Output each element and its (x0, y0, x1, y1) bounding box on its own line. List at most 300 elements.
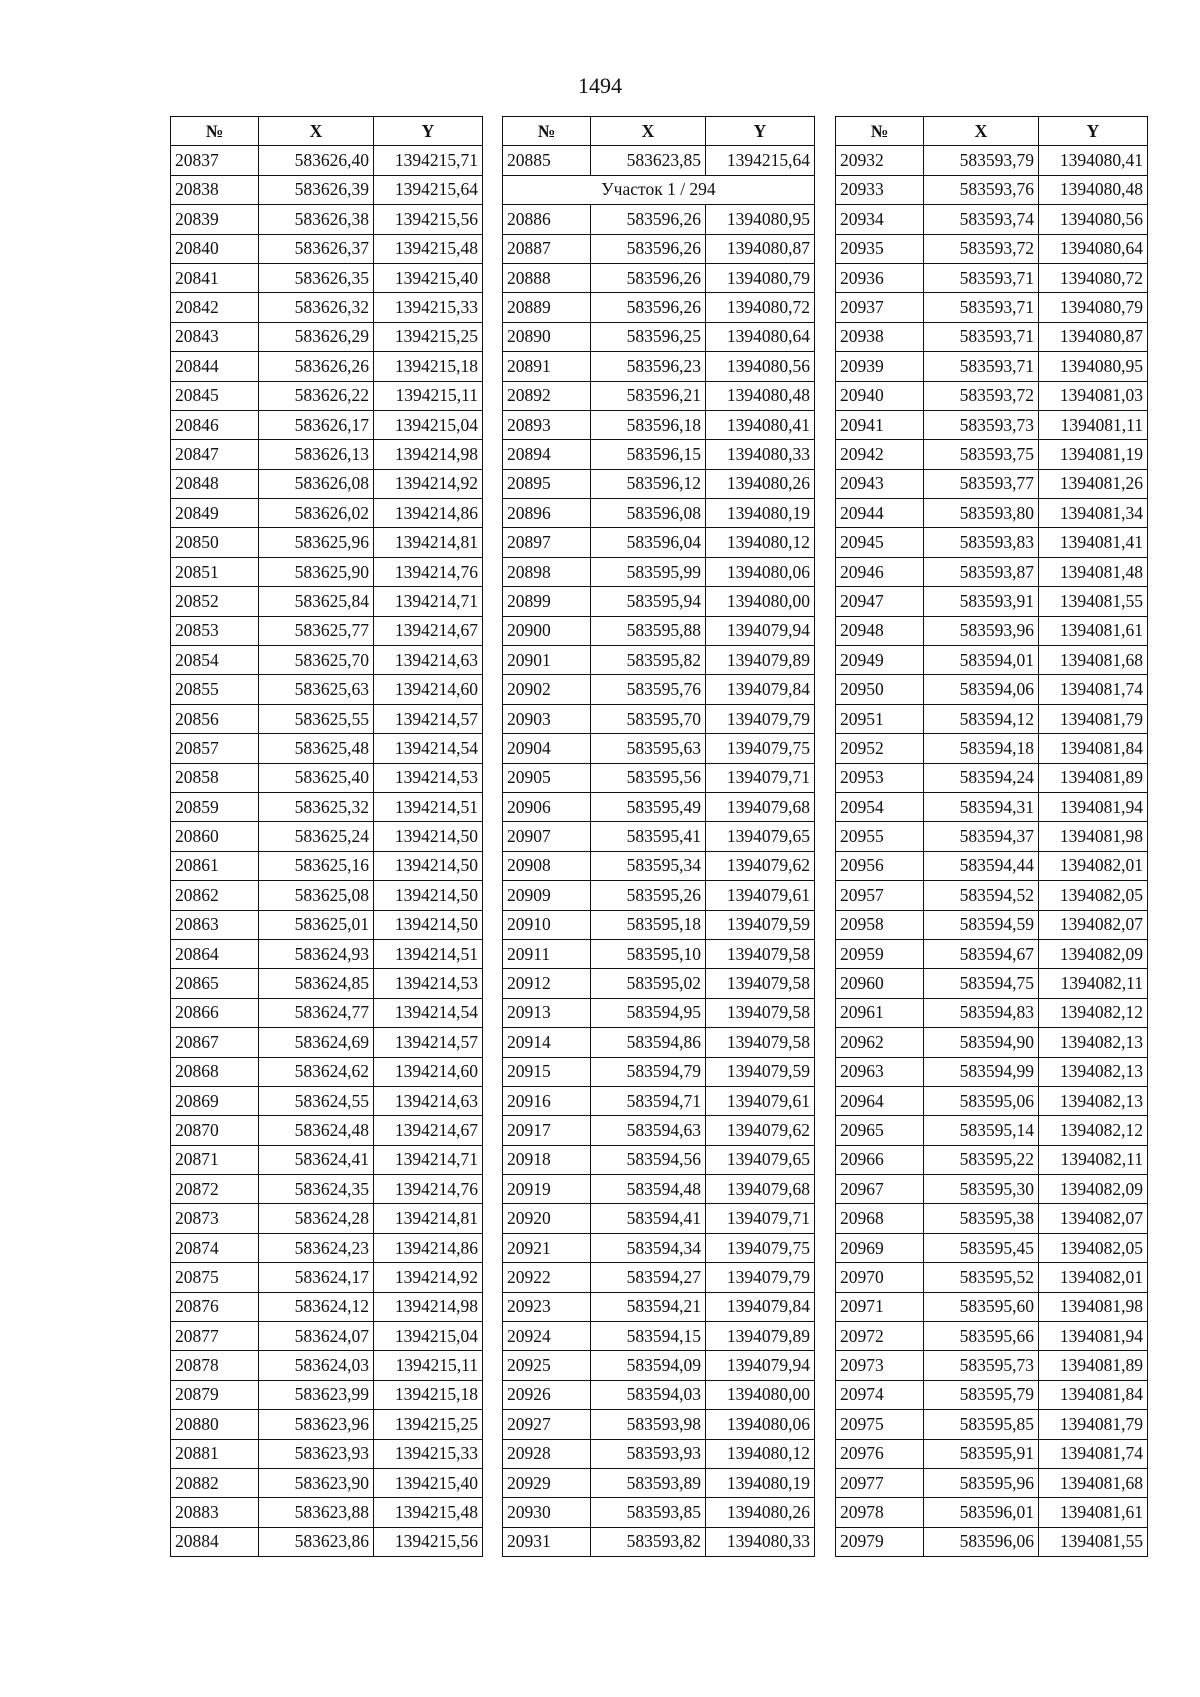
point-number-cell: 20873 (171, 1204, 259, 1233)
y-coordinate-cell: 1394079,68 (706, 792, 815, 821)
table-row (171, 1028, 483, 1057)
table-row (171, 587, 483, 616)
point-number-cell: 20959 (836, 939, 924, 968)
y-coordinate-cell: 1394081,89 (1039, 763, 1148, 792)
y-coordinate-cell: 1394082,12 (1039, 1116, 1148, 1145)
x-coordinate-cell: 583595,88 (591, 616, 706, 645)
y-coordinate-cell: 1394080,95 (1039, 352, 1148, 381)
table-row (171, 146, 483, 175)
point-number-cell: 20961 (836, 998, 924, 1027)
point-number-cell: 20929 (503, 1468, 591, 1497)
table-row (171, 322, 483, 351)
table-row (503, 1057, 815, 1086)
point-number-cell: 20946 (836, 557, 924, 586)
table-row (503, 646, 815, 675)
y-coordinate-cell: 1394080,48 (1039, 175, 1148, 204)
x-coordinate-cell: 583623,88 (259, 1498, 374, 1527)
table-row (171, 910, 483, 939)
table-row (836, 557, 1148, 586)
table-row (836, 263, 1148, 292)
point-number-cell: 20857 (171, 734, 259, 763)
x-coordinate-cell: 583594,56 (591, 1145, 706, 1174)
table-row (836, 1380, 1148, 1409)
table-row (171, 998, 483, 1027)
x-coordinate-cell: 583626,39 (259, 175, 374, 204)
point-number-cell: 20870 (171, 1116, 259, 1145)
y-coordinate-cell: 1394079,89 (706, 646, 815, 675)
table-row (171, 1057, 483, 1086)
table-row (503, 528, 815, 557)
y-coordinate-cell: 1394081,26 (1039, 469, 1148, 498)
x-coordinate-cell: 583593,85 (591, 1498, 706, 1527)
table-row (171, 822, 483, 851)
table-row (171, 1527, 483, 1556)
x-coordinate-cell: 583596,12 (591, 469, 706, 498)
x-coordinate-cell: 583593,91 (924, 587, 1039, 616)
y-coordinate-cell: 1394082,01 (1039, 851, 1148, 880)
y-coordinate-cell: 1394079,61 (706, 1086, 815, 1115)
x-coordinate-cell: 583593,80 (924, 499, 1039, 528)
point-number-cell: 20955 (836, 822, 924, 851)
table-row (171, 381, 483, 410)
y-coordinate-cell: 1394080,72 (706, 293, 815, 322)
x-coordinate-cell: 583595,49 (591, 792, 706, 821)
y-coordinate-cell: 1394081,61 (1039, 616, 1148, 645)
x-coordinate-cell: 583626,17 (259, 410, 374, 439)
x-coordinate-cell: 583624,35 (259, 1175, 374, 1204)
point-number-cell: 20927 (503, 1410, 591, 1439)
x-coordinate-cell: 583624,17 (259, 1263, 374, 1292)
x-coordinate-cell: 583594,83 (924, 998, 1039, 1027)
y-coordinate-cell: 1394082,11 (1039, 969, 1148, 998)
y-coordinate-cell: 1394214,50 (374, 822, 483, 851)
point-number-cell: 20855 (171, 675, 259, 704)
table-row (503, 998, 815, 1027)
x-coordinate-cell: 583594,24 (924, 763, 1039, 792)
point-number-cell: 20899 (503, 587, 591, 616)
x-coordinate-cell: 583626,40 (259, 146, 374, 175)
x-coordinate-cell: 583623,90 (259, 1468, 374, 1497)
point-number-cell: 20843 (171, 322, 259, 351)
y-coordinate-cell: 1394079,68 (706, 1175, 815, 1204)
table-row (836, 1116, 1148, 1145)
y-coordinate-cell: 1394214,50 (374, 881, 483, 910)
table-row (171, 675, 483, 704)
point-number-cell: 20885 (503, 146, 591, 175)
y-coordinate-cell: 1394082,13 (1039, 1057, 1148, 1086)
point-number-cell: 20895 (503, 469, 591, 498)
table-row (171, 734, 483, 763)
table-row (503, 1322, 815, 1351)
table-row (503, 1145, 815, 1174)
x-coordinate-cell: 583626,22 (259, 381, 374, 410)
point-number-cell: 20978 (836, 1498, 924, 1527)
x-coordinate-cell: 583593,93 (591, 1439, 706, 1468)
point-number-cell: 20974 (836, 1380, 924, 1409)
point-number-cell: 20876 (171, 1292, 259, 1321)
x-coordinate-cell: 583624,62 (259, 1057, 374, 1086)
table-row (836, 234, 1148, 263)
y-coordinate-cell: 1394214,98 (374, 1292, 483, 1321)
table-row (836, 293, 1148, 322)
y-coordinate-cell: 1394079,71 (706, 763, 815, 792)
x-coordinate-cell: 583595,26 (591, 881, 706, 910)
point-number-cell: 20892 (503, 381, 591, 410)
y-coordinate-cell: 1394079,89 (706, 1322, 815, 1351)
table-row (503, 1263, 815, 1292)
x-coordinate-cell: 583623,85 (591, 146, 706, 175)
table-row (503, 587, 815, 616)
point-number-cell: 20962 (836, 1028, 924, 1057)
table-row (503, 499, 815, 528)
x-coordinate-cell: 583626,13 (259, 440, 374, 469)
x-coordinate-cell: 583593,79 (924, 146, 1039, 175)
y-coordinate-cell: 1394080,41 (1039, 146, 1148, 175)
y-coordinate-cell: 1394079,65 (706, 822, 815, 851)
x-coordinate-cell: 583594,12 (924, 704, 1039, 733)
header-y: Y (1039, 117, 1148, 146)
y-coordinate-cell: 1394214,53 (374, 969, 483, 998)
point-number-cell: 20882 (171, 1468, 259, 1497)
y-coordinate-cell: 1394080,79 (1039, 293, 1148, 322)
table-row (836, 675, 1148, 704)
y-coordinate-cell: 1394081,61 (1039, 1498, 1148, 1527)
point-number-cell: 20979 (836, 1527, 924, 1556)
point-number-cell: 20897 (503, 528, 591, 557)
point-number-cell: 20965 (836, 1116, 924, 1145)
x-coordinate-cell: 583594,03 (591, 1380, 706, 1409)
point-number-cell: 20930 (503, 1498, 591, 1527)
y-coordinate-cell: 1394079,58 (706, 998, 815, 1027)
x-coordinate-cell: 583594,44 (924, 851, 1039, 880)
point-number-cell: 20964 (836, 1086, 924, 1115)
table-row (171, 469, 483, 498)
y-coordinate-cell: 1394214,92 (374, 1263, 483, 1292)
x-coordinate-cell: 583593,82 (591, 1527, 706, 1556)
point-number-cell: 20893 (503, 410, 591, 439)
y-coordinate-cell: 1394081,41 (1039, 528, 1148, 557)
y-coordinate-cell: 1394079,59 (706, 1057, 815, 1086)
y-coordinate-cell: 1394080,00 (706, 587, 815, 616)
table-row (503, 1116, 815, 1145)
table-row (503, 1439, 815, 1468)
table-row (171, 1498, 483, 1527)
x-coordinate-cell: 583596,08 (591, 499, 706, 528)
table-row (503, 410, 815, 439)
point-number-cell: 20877 (171, 1322, 259, 1351)
x-coordinate-cell: 583594,67 (924, 939, 1039, 968)
table-row (503, 939, 815, 968)
table-row (836, 322, 1148, 351)
point-number-cell: 20936 (836, 263, 924, 292)
point-number-cell: 20884 (171, 1527, 259, 1556)
x-coordinate-cell: 583596,26 (591, 234, 706, 263)
table-row (503, 1086, 815, 1115)
table-row (171, 1380, 483, 1409)
y-coordinate-cell: 1394214,54 (374, 998, 483, 1027)
table-row (171, 205, 483, 234)
point-number-cell: 20924 (503, 1322, 591, 1351)
x-coordinate-cell: 583594,79 (591, 1057, 706, 1086)
y-coordinate-cell: 1394080,87 (706, 234, 815, 263)
table-row (171, 763, 483, 792)
y-coordinate-cell: 1394080,06 (706, 557, 815, 586)
point-number-cell: 20972 (836, 1322, 924, 1351)
point-number-cell: 20852 (171, 587, 259, 616)
point-number-cell: 20869 (171, 1086, 259, 1115)
point-number-cell: 20937 (836, 293, 924, 322)
table-row (171, 1322, 483, 1351)
point-number-cell: 20887 (503, 234, 591, 263)
y-coordinate-cell: 1394215,48 (374, 234, 483, 263)
coordinates-table-3 (835, 116, 1148, 1557)
table-row (503, 881, 815, 910)
table-row (836, 587, 1148, 616)
x-coordinate-cell: 583625,40 (259, 763, 374, 792)
table-row (836, 1351, 1148, 1380)
x-coordinate-cell: 583595,41 (591, 822, 706, 851)
y-coordinate-cell: 1394081,34 (1039, 499, 1148, 528)
point-number-cell: 20867 (171, 1028, 259, 1057)
point-number-cell: 20976 (836, 1439, 924, 1468)
table-row (503, 1351, 815, 1380)
x-coordinate-cell: 583594,27 (591, 1263, 706, 1292)
y-coordinate-cell: 1394082,11 (1039, 1145, 1148, 1174)
table-row (503, 851, 815, 880)
y-coordinate-cell: 1394214,86 (374, 1233, 483, 1262)
table-row (171, 616, 483, 645)
table-row (836, 763, 1148, 792)
x-coordinate-cell: 583593,83 (924, 528, 1039, 557)
y-coordinate-cell: 1394081,68 (1039, 1468, 1148, 1497)
point-number-cell: 20874 (171, 1233, 259, 1262)
table-row (836, 528, 1148, 557)
x-coordinate-cell: 583625,01 (259, 910, 374, 939)
table-row (171, 1468, 483, 1497)
point-number-cell: 20903 (503, 704, 591, 733)
x-coordinate-cell: 583626,32 (259, 293, 374, 322)
point-number-cell: 20837 (171, 146, 259, 175)
x-coordinate-cell: 583624,41 (259, 1145, 374, 1174)
table-row (836, 1263, 1148, 1292)
table-row (836, 1204, 1148, 1233)
point-number-cell: 20969 (836, 1233, 924, 1262)
coordinates-table-1 (170, 116, 483, 1557)
point-number-cell: 20951 (836, 704, 924, 733)
table-row (836, 469, 1148, 498)
x-coordinate-cell: 583594,41 (591, 1204, 706, 1233)
y-coordinate-cell: 1394214,67 (374, 616, 483, 645)
point-number-cell: 20939 (836, 352, 924, 381)
x-coordinate-cell: 583595,02 (591, 969, 706, 998)
y-coordinate-cell: 1394214,54 (374, 734, 483, 763)
table-row (503, 1410, 815, 1439)
y-coordinate-cell: 1394214,63 (374, 1086, 483, 1115)
point-number-cell: 20844 (171, 352, 259, 381)
point-number-cell: 20943 (836, 469, 924, 498)
y-coordinate-cell: 1394080,56 (1039, 205, 1148, 234)
x-coordinate-cell: 583595,73 (924, 1351, 1039, 1380)
x-coordinate-cell: 583595,96 (924, 1468, 1039, 1497)
point-number-cell: 20910 (503, 910, 591, 939)
point-number-cell: 20931 (503, 1527, 591, 1556)
y-coordinate-cell: 1394215,11 (374, 381, 483, 410)
y-coordinate-cell: 1394080,72 (1039, 263, 1148, 292)
table-row (836, 881, 1148, 910)
point-number-cell: 20881 (171, 1439, 259, 1468)
y-coordinate-cell: 1394079,84 (706, 1292, 815, 1321)
point-number-cell: 20911 (503, 939, 591, 968)
y-coordinate-cell: 1394215,18 (374, 352, 483, 381)
point-number-cell: 20839 (171, 205, 259, 234)
point-number-cell: 20947 (836, 587, 924, 616)
y-coordinate-cell: 1394082,09 (1039, 1175, 1148, 1204)
x-coordinate-cell: 583624,93 (259, 939, 374, 968)
y-coordinate-cell: 1394214,50 (374, 851, 483, 880)
x-coordinate-cell: 583593,71 (924, 352, 1039, 381)
table-row (503, 469, 815, 498)
x-coordinate-cell: 583595,30 (924, 1175, 1039, 1204)
x-coordinate-cell: 583596,26 (591, 293, 706, 322)
x-coordinate-cell: 583595,10 (591, 939, 706, 968)
x-coordinate-cell: 583596,06 (924, 1527, 1039, 1556)
point-number-cell: 20914 (503, 1028, 591, 1057)
table-row (503, 910, 815, 939)
table-row (171, 646, 483, 675)
point-number-cell: 20868 (171, 1057, 259, 1086)
table-row (171, 1351, 483, 1380)
x-coordinate-cell: 583596,23 (591, 352, 706, 381)
y-coordinate-cell: 1394082,07 (1039, 1204, 1148, 1233)
x-coordinate-cell: 583624,77 (259, 998, 374, 1027)
point-number-cell: 20922 (503, 1263, 591, 1292)
point-number-cell: 20894 (503, 440, 591, 469)
point-number-cell: 20968 (836, 1204, 924, 1233)
y-coordinate-cell: 1394215,04 (374, 1322, 483, 1351)
header-num: № (171, 117, 259, 146)
table-row (836, 1028, 1148, 1057)
table-row (171, 1410, 483, 1439)
x-coordinate-cell: 583625,63 (259, 675, 374, 704)
x-coordinate-cell: 583594,59 (924, 910, 1039, 939)
x-coordinate-cell: 583595,60 (924, 1292, 1039, 1321)
table-row (836, 1322, 1148, 1351)
table-row (171, 263, 483, 292)
header-y: Y (706, 117, 815, 146)
table-header-row (503, 117, 815, 146)
point-number-cell: 20888 (503, 263, 591, 292)
point-number-cell: 20842 (171, 293, 259, 322)
table-row (836, 1086, 1148, 1115)
point-number-cell: 20933 (836, 175, 924, 204)
point-number-cell: 20934 (836, 205, 924, 234)
section-row (503, 175, 815, 204)
table-header-row (171, 117, 483, 146)
y-coordinate-cell: 1394082,13 (1039, 1028, 1148, 1057)
y-coordinate-cell: 1394081,19 (1039, 440, 1148, 469)
point-number-cell: 20883 (171, 1498, 259, 1527)
y-coordinate-cell: 1394080,64 (706, 322, 815, 351)
point-number-cell: 20918 (503, 1145, 591, 1174)
table-row (171, 1175, 483, 1204)
table-row (171, 881, 483, 910)
table-row (171, 1439, 483, 1468)
point-number-cell: 20953 (836, 763, 924, 792)
y-coordinate-cell: 1394080,87 (1039, 322, 1148, 351)
table-row (503, 704, 815, 733)
y-coordinate-cell: 1394081,48 (1039, 557, 1148, 586)
x-coordinate-cell: 583595,14 (924, 1116, 1039, 1145)
point-number-cell: 20970 (836, 1263, 924, 1292)
point-number-cell: 20902 (503, 675, 591, 704)
y-coordinate-cell: 1394214,57 (374, 1028, 483, 1057)
y-coordinate-cell: 1394081,55 (1039, 587, 1148, 616)
table-row (503, 792, 815, 821)
y-coordinate-cell: 1394079,58 (706, 1028, 815, 1057)
table-row (171, 410, 483, 439)
point-number-cell: 20886 (503, 205, 591, 234)
table-row (836, 1498, 1148, 1527)
coordinates-table-2 (502, 116, 815, 1557)
table-row (171, 1263, 483, 1292)
page-number: 1494 (578, 73, 622, 98)
point-number-cell: 20879 (171, 1380, 259, 1409)
point-number-cell: 20913 (503, 998, 591, 1027)
point-number-cell: 20858 (171, 763, 259, 792)
header-num: № (836, 117, 924, 146)
y-coordinate-cell: 1394080,19 (706, 499, 815, 528)
point-number-cell: 20932 (836, 146, 924, 175)
y-coordinate-cell: 1394080,12 (706, 1439, 815, 1468)
x-coordinate-cell: 583593,71 (924, 293, 1039, 322)
point-number-cell: 20872 (171, 1175, 259, 1204)
table-row (836, 146, 1148, 175)
point-number-cell: 20973 (836, 1351, 924, 1380)
y-coordinate-cell: 1394080,48 (706, 381, 815, 410)
x-coordinate-cell: 583593,89 (591, 1468, 706, 1497)
point-number-cell: 20928 (503, 1439, 591, 1468)
table-row (503, 557, 815, 586)
y-coordinate-cell: 1394215,64 (706, 146, 815, 175)
table-row (836, 1439, 1148, 1468)
table-row (171, 528, 483, 557)
y-coordinate-cell: 1394215,56 (374, 205, 483, 234)
y-coordinate-cell: 1394081,98 (1039, 822, 1148, 851)
point-number-cell: 20878 (171, 1351, 259, 1380)
x-coordinate-cell: 583625,70 (259, 646, 374, 675)
point-number-cell: 20854 (171, 646, 259, 675)
table-row (503, 763, 815, 792)
x-coordinate-cell: 583595,18 (591, 910, 706, 939)
x-coordinate-cell: 583624,12 (259, 1292, 374, 1321)
table-row (836, 1057, 1148, 1086)
table-row (171, 293, 483, 322)
table-row (836, 704, 1148, 733)
point-number-cell: 20861 (171, 851, 259, 880)
point-number-cell: 20860 (171, 822, 259, 851)
x-coordinate-cell: 583594,86 (591, 1028, 706, 1057)
x-coordinate-cell: 583594,63 (591, 1116, 706, 1145)
y-coordinate-cell: 1394082,09 (1039, 939, 1148, 968)
table-row (836, 939, 1148, 968)
y-coordinate-cell: 1394081,89 (1039, 1351, 1148, 1380)
y-coordinate-cell: 1394079,58 (706, 969, 815, 998)
point-number-cell: 20863 (171, 910, 259, 939)
table-row (171, 557, 483, 586)
y-coordinate-cell: 1394080,95 (706, 205, 815, 234)
point-number-cell: 20865 (171, 969, 259, 998)
x-coordinate-cell: 583593,72 (924, 234, 1039, 263)
